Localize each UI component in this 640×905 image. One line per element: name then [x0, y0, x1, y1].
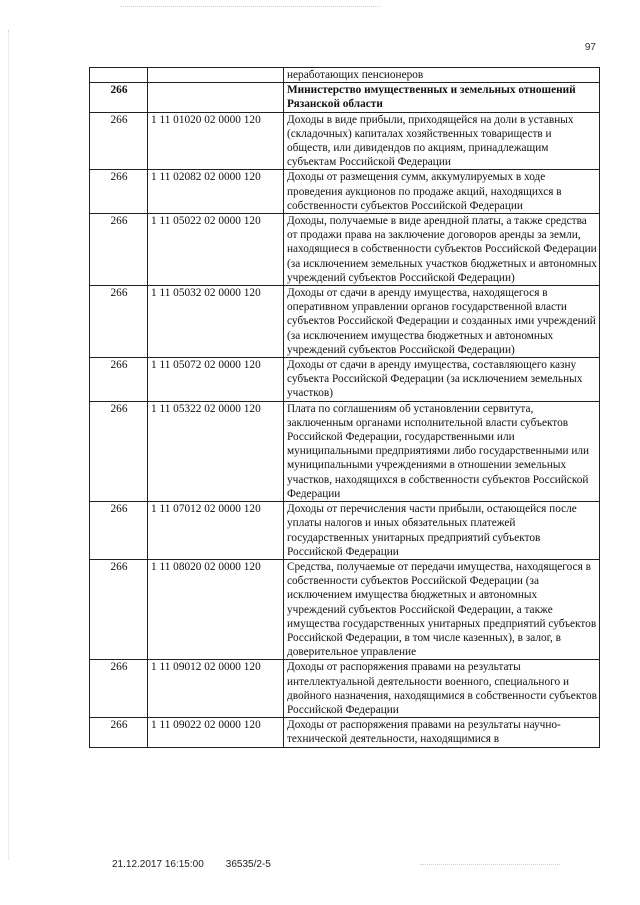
scan-artifact: [120, 6, 380, 8]
table-row: [90, 358, 600, 402]
table-row: [90, 718, 600, 747]
admin-code-cell: 266: [90, 112, 148, 170]
revenue-code-cell: 1 11 01020 02 0000 120: [148, 112, 284, 170]
page-number: 97: [584, 42, 596, 53]
revenue-name-cell: Доходы от распоряжения правами на результаты научно-технической деятельности, находящимися в: [284, 718, 600, 747]
revenue-code-cell: 1 11 05072 02 0000 120: [148, 358, 284, 402]
ministry-heading-row: [90, 83, 600, 112]
ministry-name-cell: Министерство имущественных и земельных отношений Рязанской области: [284, 83, 600, 112]
table-row: [90, 170, 600, 214]
admin-code-cell: 266: [90, 502, 148, 560]
revenue-name-cell: Доходы, получаемые в виде арендной платы, а также средства от продажи права на заключение договоров аренды за земли, находящиеся в собственности субъектов Российской Федерации (за исключением земельных участков бюджетных и автономных учреждений субъектов Российской Федерации): [284, 214, 600, 286]
table-row: [90, 559, 600, 659]
revenue-classification-table: [89, 67, 600, 748]
admin-code-cell: 266: [90, 170, 148, 214]
revenue-code-cell: 1 11 02082 02 0000 120: [148, 170, 284, 214]
footer-timestamp: 21.12.2017 16:15:00: [112, 859, 204, 870]
revenue-code-cell: 1 11 08020 02 0000 120: [148, 559, 284, 659]
admin-code-cell: 266: [90, 286, 148, 358]
revenue-code-cell: 1 11 09022 02 0000 120: [148, 718, 284, 747]
revenue-code-cell: [148, 83, 284, 112]
revenue-name-cell: Доходы от сдачи в аренду имущества, находящегося в оперативном управлении органов государственной власти субъектов Российской Федерации и созданных ими учреждений (за исключением имущества бюджетных и автономных учреждений субъектов Российской Федерации): [284, 286, 600, 358]
revenue-name-cell: неработающих пенсионеров: [284, 68, 600, 83]
revenue-name-cell: Доходы от сдачи в аренду имущества, составляющего казну субъекта Российской Федерации (за исключением земельных участков): [284, 358, 600, 402]
table-row: [90, 286, 600, 358]
admin-code-cell: 266: [90, 718, 148, 747]
scan-artifact: [8, 30, 11, 860]
admin-code-cell: 266: [90, 401, 148, 501]
revenue-name-cell: Средства, получаемые от передачи имущества, находящегося в собственности субъектов Российской Федерации (за исключением имущества бюджетных и автономных учреждений субъектов Российской Федерации, а также имущества государственных унитарных предприятий субъектов Российской Федерации, в том числе казенных), в залог, в доверительное управление: [284, 559, 600, 659]
revenue-code-cell: [148, 68, 284, 83]
revenue-name-cell: Доходы от распоряжения правами на результаты интеллектуальной деятельности военного, специального и двойного назначения, находящимися в собственности субъектов Российской Федерации: [284, 660, 600, 718]
document-footer: [112, 859, 271, 870]
admin-code-cell: 266: [90, 214, 148, 286]
revenue-name-cell: Доходы от размещения сумм, аккумулируемых в ходе проведения аукционов по продаже акций, находящихся в собственности субъектов Российской Федерации: [284, 170, 600, 214]
table-row: [90, 502, 600, 560]
admin-code-cell: [90, 68, 148, 83]
revenue-code-cell: 1 11 05032 02 0000 120: [148, 286, 284, 358]
revenue-name-cell: Доходы от перечисления части прибыли, остающейся после уплаты налогов и иных обязательных платежей государственных унитарных предприятий субъектов Российской Федерации: [284, 502, 600, 560]
scan-artifact: [420, 864, 560, 866]
revenue-code-cell: 1 11 07012 02 0000 120: [148, 502, 284, 560]
table-row: [90, 68, 600, 83]
table-row: [90, 214, 600, 286]
admin-code-cell: 266: [90, 559, 148, 659]
admin-code-cell: 266: [90, 358, 148, 402]
table-row: [90, 660, 600, 718]
revenue-code-cell: 1 11 05022 02 0000 120: [148, 214, 284, 286]
revenue-name-cell: Доходы в виде прибыли, приходящейся на доли в уставных (складочных) капиталах хозяйственных товариществ и обществ, или дивидендов по акциям, принадлежащим субъектам Российской Федерации: [284, 112, 600, 170]
revenue-name-cell: Плата по соглашениям об установлении сервитута, заключенным органами исполнительной власти субъектов Российской Федерации, государственными или муниципальными предприятиями либо государственными или муниципальными учреждениями в отношении земельных участков, находящихся в собственности субъектов Российской Федерации: [284, 401, 600, 501]
table-row: [90, 401, 600, 501]
table-row: [90, 112, 600, 170]
revenue-code-cell: 1 11 05322 02 0000 120: [148, 401, 284, 501]
admin-code-cell: 266: [90, 660, 148, 718]
revenue-code-cell: 1 11 09012 02 0000 120: [148, 660, 284, 718]
footer-document-id: 36535/2-5: [225, 859, 271, 870]
admin-code-cell: 266: [90, 83, 148, 112]
